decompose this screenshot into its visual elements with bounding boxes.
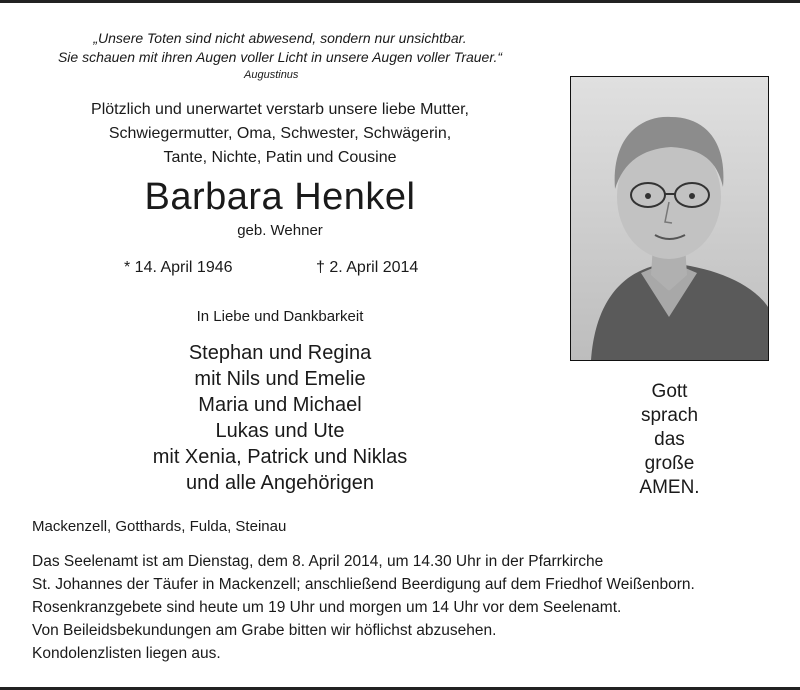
quote-line-1: „Unsere Toten sind nicht abwesend, sondern nur unsichtbar. [93,30,467,46]
mourner-line: mit Nils und Emelie [194,368,366,390]
quote-line-2: Sie schauen mit ihren Augen voller Licht in unsere Augen voller Trauer.“ [57,49,503,65]
mourner-line: Lukas und Ute [215,420,345,442]
mourners-heading: In Liebe und Dankbarkeit [196,308,364,325]
mourner-line: und alle Angehörigen [186,472,374,494]
side-text-line: sprach [640,405,699,426]
death-date: † 2. April 2014 [316,259,419,276]
deceased-name: Barbara Henkel [144,176,416,218]
details-line: Rosenkranzgebete sind heute um 19 Uhr und morgen um 14 Uhr vor dem Seelenamt. [32,599,622,616]
top-border [0,0,800,3]
side-text-line: Gott [651,381,688,402]
birth-date: * 14. April 1946 [124,259,233,276]
maiden-name: geb. Wehner [237,222,323,239]
side-text-line: AMEN. [639,477,700,498]
portrait-illustration [571,77,768,360]
details-line: Das Seelenamt ist am Dienstag, dem 8. April 2014, um 14.30 Uhr in der Pfarrkirche [32,553,604,570]
details-line: Von Beileidsbekundungen am Grabe bitten wir höflichst abzusehen. [32,622,497,639]
mourner-line: Maria und Michael [198,394,362,416]
details-line: Kondolenzlisten liegen aus. [32,645,221,662]
quote-author: Augustinus [244,69,299,81]
mourner-line: Stephan und Regina [188,342,372,364]
details-line: St. Johannes der Täufer in Mackenzell; anschließend Beerdigung auf dem Friedhof Weißenborn. [32,576,695,593]
residence-places: Mackenzell, Gotthards, Fulda, Steinau [32,518,287,535]
side-text-line: große [644,453,695,474]
intro-line-1: Plötzlich und unerwartet verstarb unsere liebe Mutter, [91,101,469,118]
mourner-line: mit Xenia, Patrick und Niklas [152,446,408,468]
portrait-photo [570,76,769,361]
intro-line-3: Tante, Nichte, Patin und Cousine [163,149,397,166]
intro-line-2: Schwiegermutter, Oma, Schwester, Schwägerin, [108,125,452,142]
side-text-line: das [654,429,685,450]
